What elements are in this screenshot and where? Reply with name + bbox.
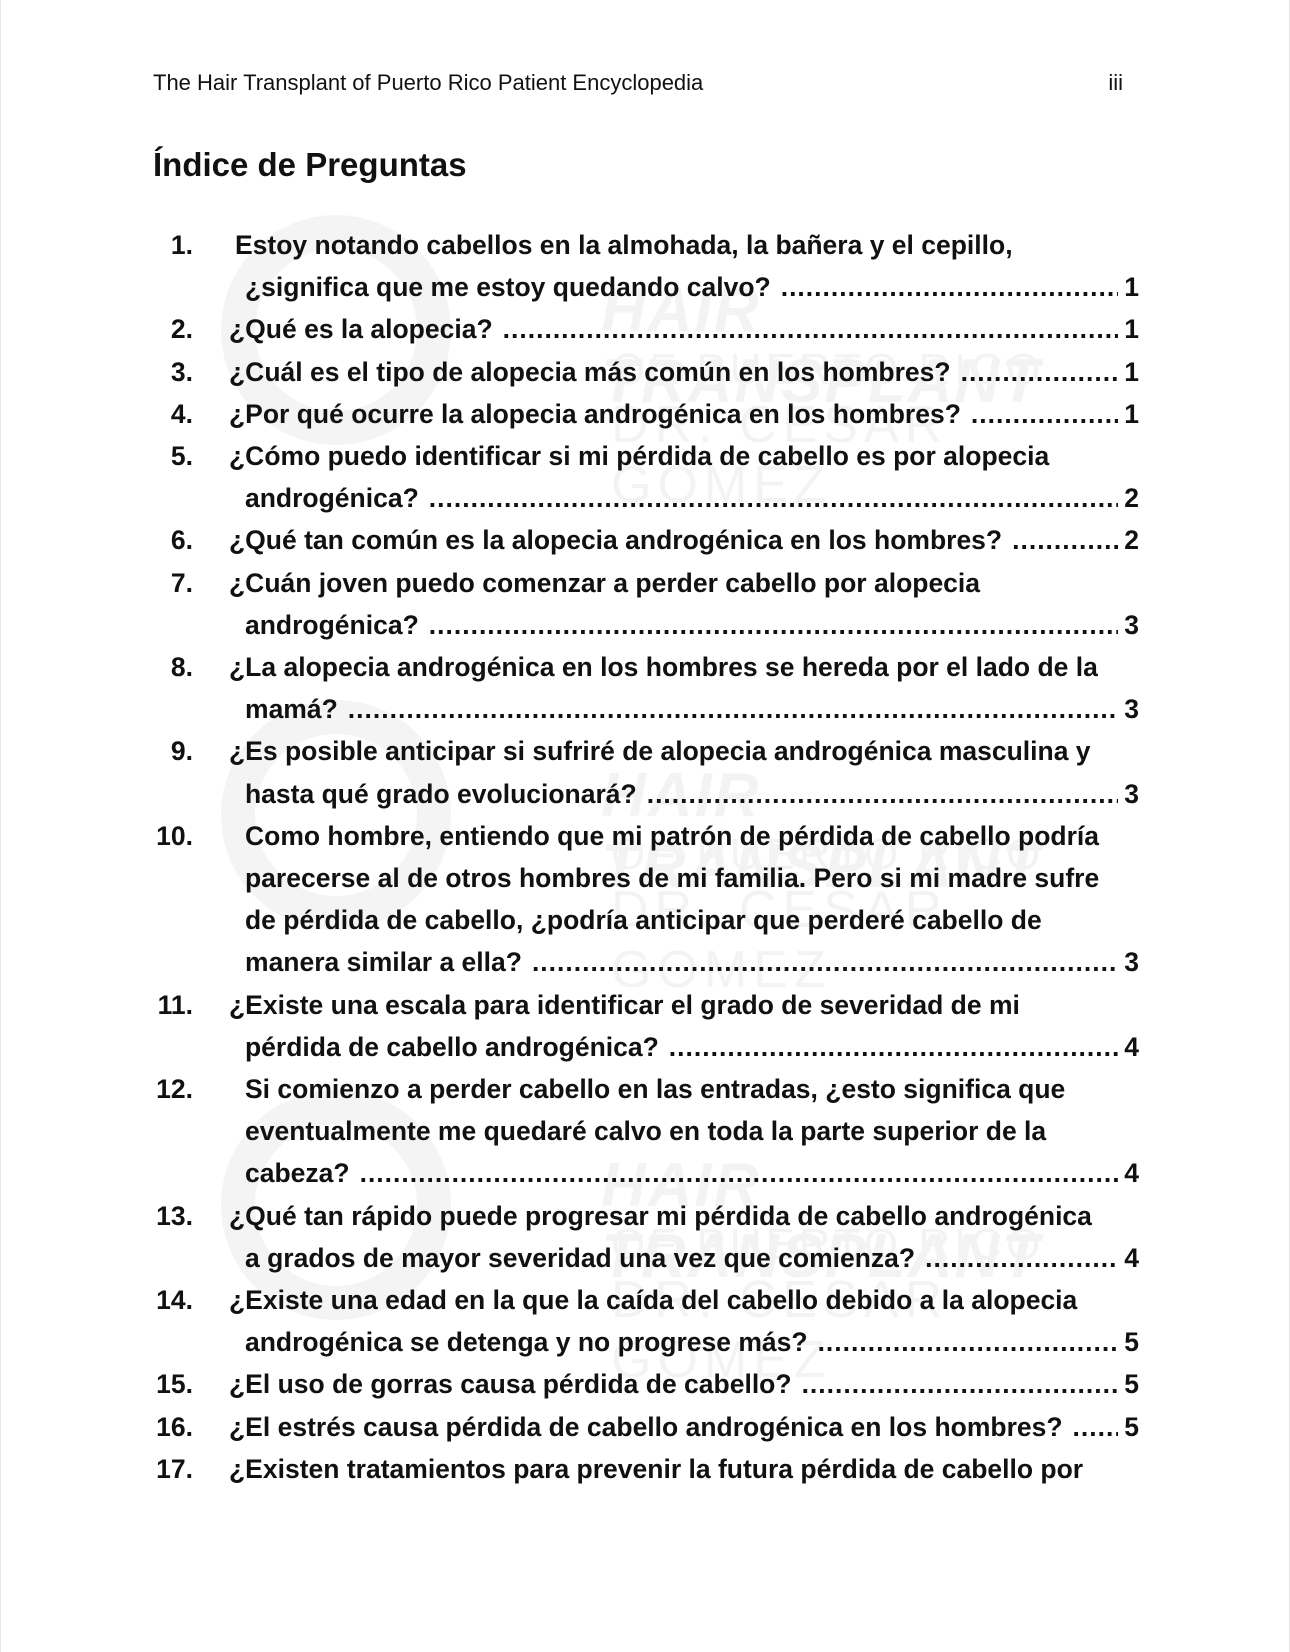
dot-leader xyxy=(429,477,1118,519)
toc-entry-line: ¿Es posible anticipar si sufriré de alopecia androgénica masculina y xyxy=(229,736,1091,767)
running-header xyxy=(153,70,1137,100)
toc-entry-last-line xyxy=(229,519,1139,561)
table-of-contents xyxy=(153,224,1139,1490)
toc-entry-text xyxy=(229,562,1139,646)
dot-leader xyxy=(429,604,1118,646)
toc-entry-line: eventualmente me quedaré calvo en toda la parte superior de la xyxy=(245,1116,1047,1147)
dot-leader xyxy=(781,266,1119,308)
toc-entry-text xyxy=(229,1363,1139,1405)
toc-entry-page: 3 xyxy=(1124,694,1139,725)
dot-leader xyxy=(647,773,1119,815)
dot-leader xyxy=(348,688,1118,730)
toc-entry-line: parecerse al de otros hombres de mi familia. Pero si mi madre sufre xyxy=(245,863,1100,894)
dot-leader xyxy=(802,1363,1119,1405)
toc-entry-label: ¿Cuál es el tipo de alopecia más común en los hombres? xyxy=(229,356,951,387)
toc-entry-last-line xyxy=(229,308,1139,350)
toc-entry[interactable] xyxy=(153,1279,1139,1363)
toc-entry[interactable] xyxy=(153,351,1139,393)
toc-entry-line: ¿Cómo puedo identificar si mi pérdida de cabello es por alopecia xyxy=(229,441,1050,472)
toc-entry-number: 17. xyxy=(156,1453,193,1484)
toc-entry-label: ¿significa que me estoy quedando calvo? xyxy=(245,272,771,303)
toc-entry-label: mamá? xyxy=(245,694,338,725)
dot-leader xyxy=(1073,1406,1119,1448)
toc-entry-line: ¿Existen tratamientos para prevenir la futura pérdida de cabello por xyxy=(229,1453,1084,1484)
toc-entry-text xyxy=(229,224,1139,308)
page-number: iii xyxy=(1108,70,1123,95)
toc-entry-line: ¿La alopecia androgénica en los hombres se hereda por el lado de la xyxy=(229,652,1098,683)
toc-entry-label: ¿El estrés causa pérdida de cabello androgénica en los hombres? xyxy=(229,1411,1063,1442)
toc-entry[interactable] xyxy=(153,984,1139,1068)
dot-leader xyxy=(1012,519,1118,561)
toc-entry[interactable] xyxy=(153,1068,1139,1195)
toc-entry-last-line xyxy=(229,604,1139,646)
toc-entry-label: ¿Qué es la alopecia? xyxy=(229,314,493,345)
toc-entry-last-line xyxy=(229,351,1139,393)
toc-entry-label: hasta qué grado evolucionará? xyxy=(245,778,637,809)
toc-entry-text xyxy=(229,815,1139,984)
dot-leader xyxy=(818,1321,1119,1363)
toc-entry-label: ¿El uso de gorras causa pérdida de cabello? xyxy=(229,1369,792,1400)
toc-entry-number: 16. xyxy=(156,1411,193,1442)
toc-entry-page: 1 xyxy=(1124,272,1139,303)
toc-entry-number: 4. xyxy=(170,398,193,429)
toc-entry-line: Como hombre, entiendo que mi patrón de pérdida de cabello podría xyxy=(245,820,1099,851)
toc-entry-last-line xyxy=(229,941,1139,983)
toc-entry-number: 6. xyxy=(170,525,193,556)
toc-entry-line: Si comienzo a perder cabello en las entradas, ¿esto significa que xyxy=(245,1074,1066,1105)
toc-entry-number: 9. xyxy=(170,736,193,767)
toc-entry-number: 5. xyxy=(170,441,193,472)
toc-entry[interactable] xyxy=(153,519,1139,561)
toc-entry[interactable] xyxy=(153,1448,1139,1490)
toc-entry-number: 11. xyxy=(157,989,193,1020)
toc-entry-label: ¿Por qué ocurre la alopecia androgénica en los hombres? xyxy=(229,398,961,429)
toc-entry-text xyxy=(229,646,1139,730)
toc-entry-line: ¿Cuán joven puedo comenzar a perder cabello por alopecia xyxy=(229,567,981,598)
toc-entry-text xyxy=(229,351,1139,393)
toc-entry[interactable] xyxy=(153,1195,1139,1279)
toc-entry-label: ¿Qué tan común es la alopecia androgénica en los hombres? xyxy=(229,525,1003,556)
toc-entry-page: 5 xyxy=(1124,1411,1139,1442)
toc-entry-label: androgénica? xyxy=(245,609,419,640)
book-title: The Hair Transplant of Puerto Rico Patient Encyclopedia xyxy=(153,70,704,95)
toc-entry-line: de pérdida de cabello, ¿podría anticipar que perderé cabello de xyxy=(245,905,1042,936)
toc-entry-last-line xyxy=(229,1363,1139,1405)
toc-entry-label: manera similar a ella? xyxy=(245,947,522,978)
toc-entry-number: 10. xyxy=(156,820,193,851)
toc-entry-text xyxy=(229,1195,1139,1279)
toc-entry-number: 1. xyxy=(170,230,193,260)
toc-entry[interactable] xyxy=(153,562,1139,646)
toc-entry-last-line xyxy=(229,773,1139,815)
toc-entry-page: 5 xyxy=(1124,1327,1139,1358)
toc-entry[interactable] xyxy=(153,1406,1139,1448)
toc-entry-page: 3 xyxy=(1124,947,1139,978)
toc-entry-page: 5 xyxy=(1124,1369,1139,1400)
toc-entry-text xyxy=(229,984,1139,1068)
toc-entry-last-line xyxy=(229,1026,1139,1068)
toc-entry-number: 13. xyxy=(156,1200,193,1231)
toc-entry-label: androgénica se detenga y no progrese más? xyxy=(245,1327,808,1358)
dot-leader xyxy=(532,941,1118,983)
toc-entry[interactable] xyxy=(153,730,1139,814)
toc-entry[interactable] xyxy=(153,646,1139,730)
toc-entry-line: ¿Qué tan rápido puede progresar mi pérdida de cabello androgénica xyxy=(229,1200,1092,1231)
toc-entry-last-line xyxy=(229,688,1139,730)
toc-entry-text xyxy=(229,1279,1139,1363)
dot-leader xyxy=(669,1026,1118,1068)
toc-entry[interactable] xyxy=(153,224,1139,308)
toc-entry-page: 2 xyxy=(1124,525,1139,556)
dot-leader xyxy=(961,351,1119,393)
dot-leader xyxy=(503,308,1119,350)
toc-entry-text xyxy=(229,519,1139,561)
toc-entry-text xyxy=(229,1406,1139,1448)
toc-entry-page: 1 xyxy=(1124,356,1139,387)
toc-entry-number: 2. xyxy=(170,314,193,345)
toc-entry-last-line xyxy=(229,1406,1139,1448)
toc-entry-label: androgénica? xyxy=(245,483,419,514)
toc-entry-last-line xyxy=(229,266,1139,308)
toc-entry[interactable] xyxy=(153,815,1139,984)
toc-entry-last-line xyxy=(229,393,1139,435)
toc-entry-number: 7. xyxy=(170,567,193,598)
toc-entry-page: 2 xyxy=(1124,483,1139,514)
toc-entry-label: pérdida de cabello androgénica? xyxy=(245,1031,659,1062)
toc-entry[interactable] xyxy=(153,1363,1139,1405)
toc-entry-number: 3. xyxy=(170,356,193,387)
toc-entry-number: 15. xyxy=(156,1369,193,1400)
toc-entry-page: 1 xyxy=(1124,314,1139,345)
toc-entry-page: 4 xyxy=(1124,1242,1139,1273)
toc-entry-line: ¿Existe una escala para identificar el grado de severidad de mi xyxy=(229,989,1020,1020)
toc-entry-line: Estoy notando cabellos en la almohada, la bañera y el cepillo, xyxy=(235,230,1013,260)
toc-entry-label: a grados de mayor severidad una vez que comienza? xyxy=(245,1242,916,1273)
toc-entry-number: 14. xyxy=(156,1285,193,1316)
toc-entry-page: 3 xyxy=(1124,609,1139,640)
toc-entry-last-line xyxy=(229,1152,1139,1194)
dot-leader xyxy=(925,1237,1118,1279)
toc-entry-number: 8. xyxy=(170,652,193,683)
toc-entry-line: ¿Existe una edad en la que la caída del cabello debido a la alopecia xyxy=(229,1285,1078,1316)
toc-entry-text xyxy=(229,435,1139,519)
toc-entry-text xyxy=(229,308,1139,350)
toc-entry-page: 4 xyxy=(1124,1158,1139,1189)
toc-entry-text xyxy=(229,1068,1139,1195)
toc-entry-number: 12. xyxy=(156,1074,193,1105)
toc-entry-text xyxy=(229,1448,1139,1490)
toc-entry[interactable] xyxy=(153,308,1139,350)
toc-entry-last-line xyxy=(229,1237,1139,1279)
toc-entry-page: 3 xyxy=(1124,778,1139,809)
dot-leader xyxy=(971,393,1118,435)
toc-entry-page: 4 xyxy=(1124,1031,1139,1062)
toc-entry-label: cabeza? xyxy=(245,1158,350,1189)
toc-entry-last-line xyxy=(229,477,1139,519)
toc-entry[interactable] xyxy=(153,393,1139,435)
toc-entry[interactable] xyxy=(153,435,1139,519)
toc-entry-text xyxy=(229,393,1139,435)
page-title: Índice de Preguntas xyxy=(153,146,467,183)
toc-entry-text xyxy=(229,730,1139,814)
dot-leader xyxy=(360,1152,1119,1194)
toc-entry-page: 1 xyxy=(1124,398,1139,429)
toc-entry-last-line xyxy=(229,1321,1139,1363)
